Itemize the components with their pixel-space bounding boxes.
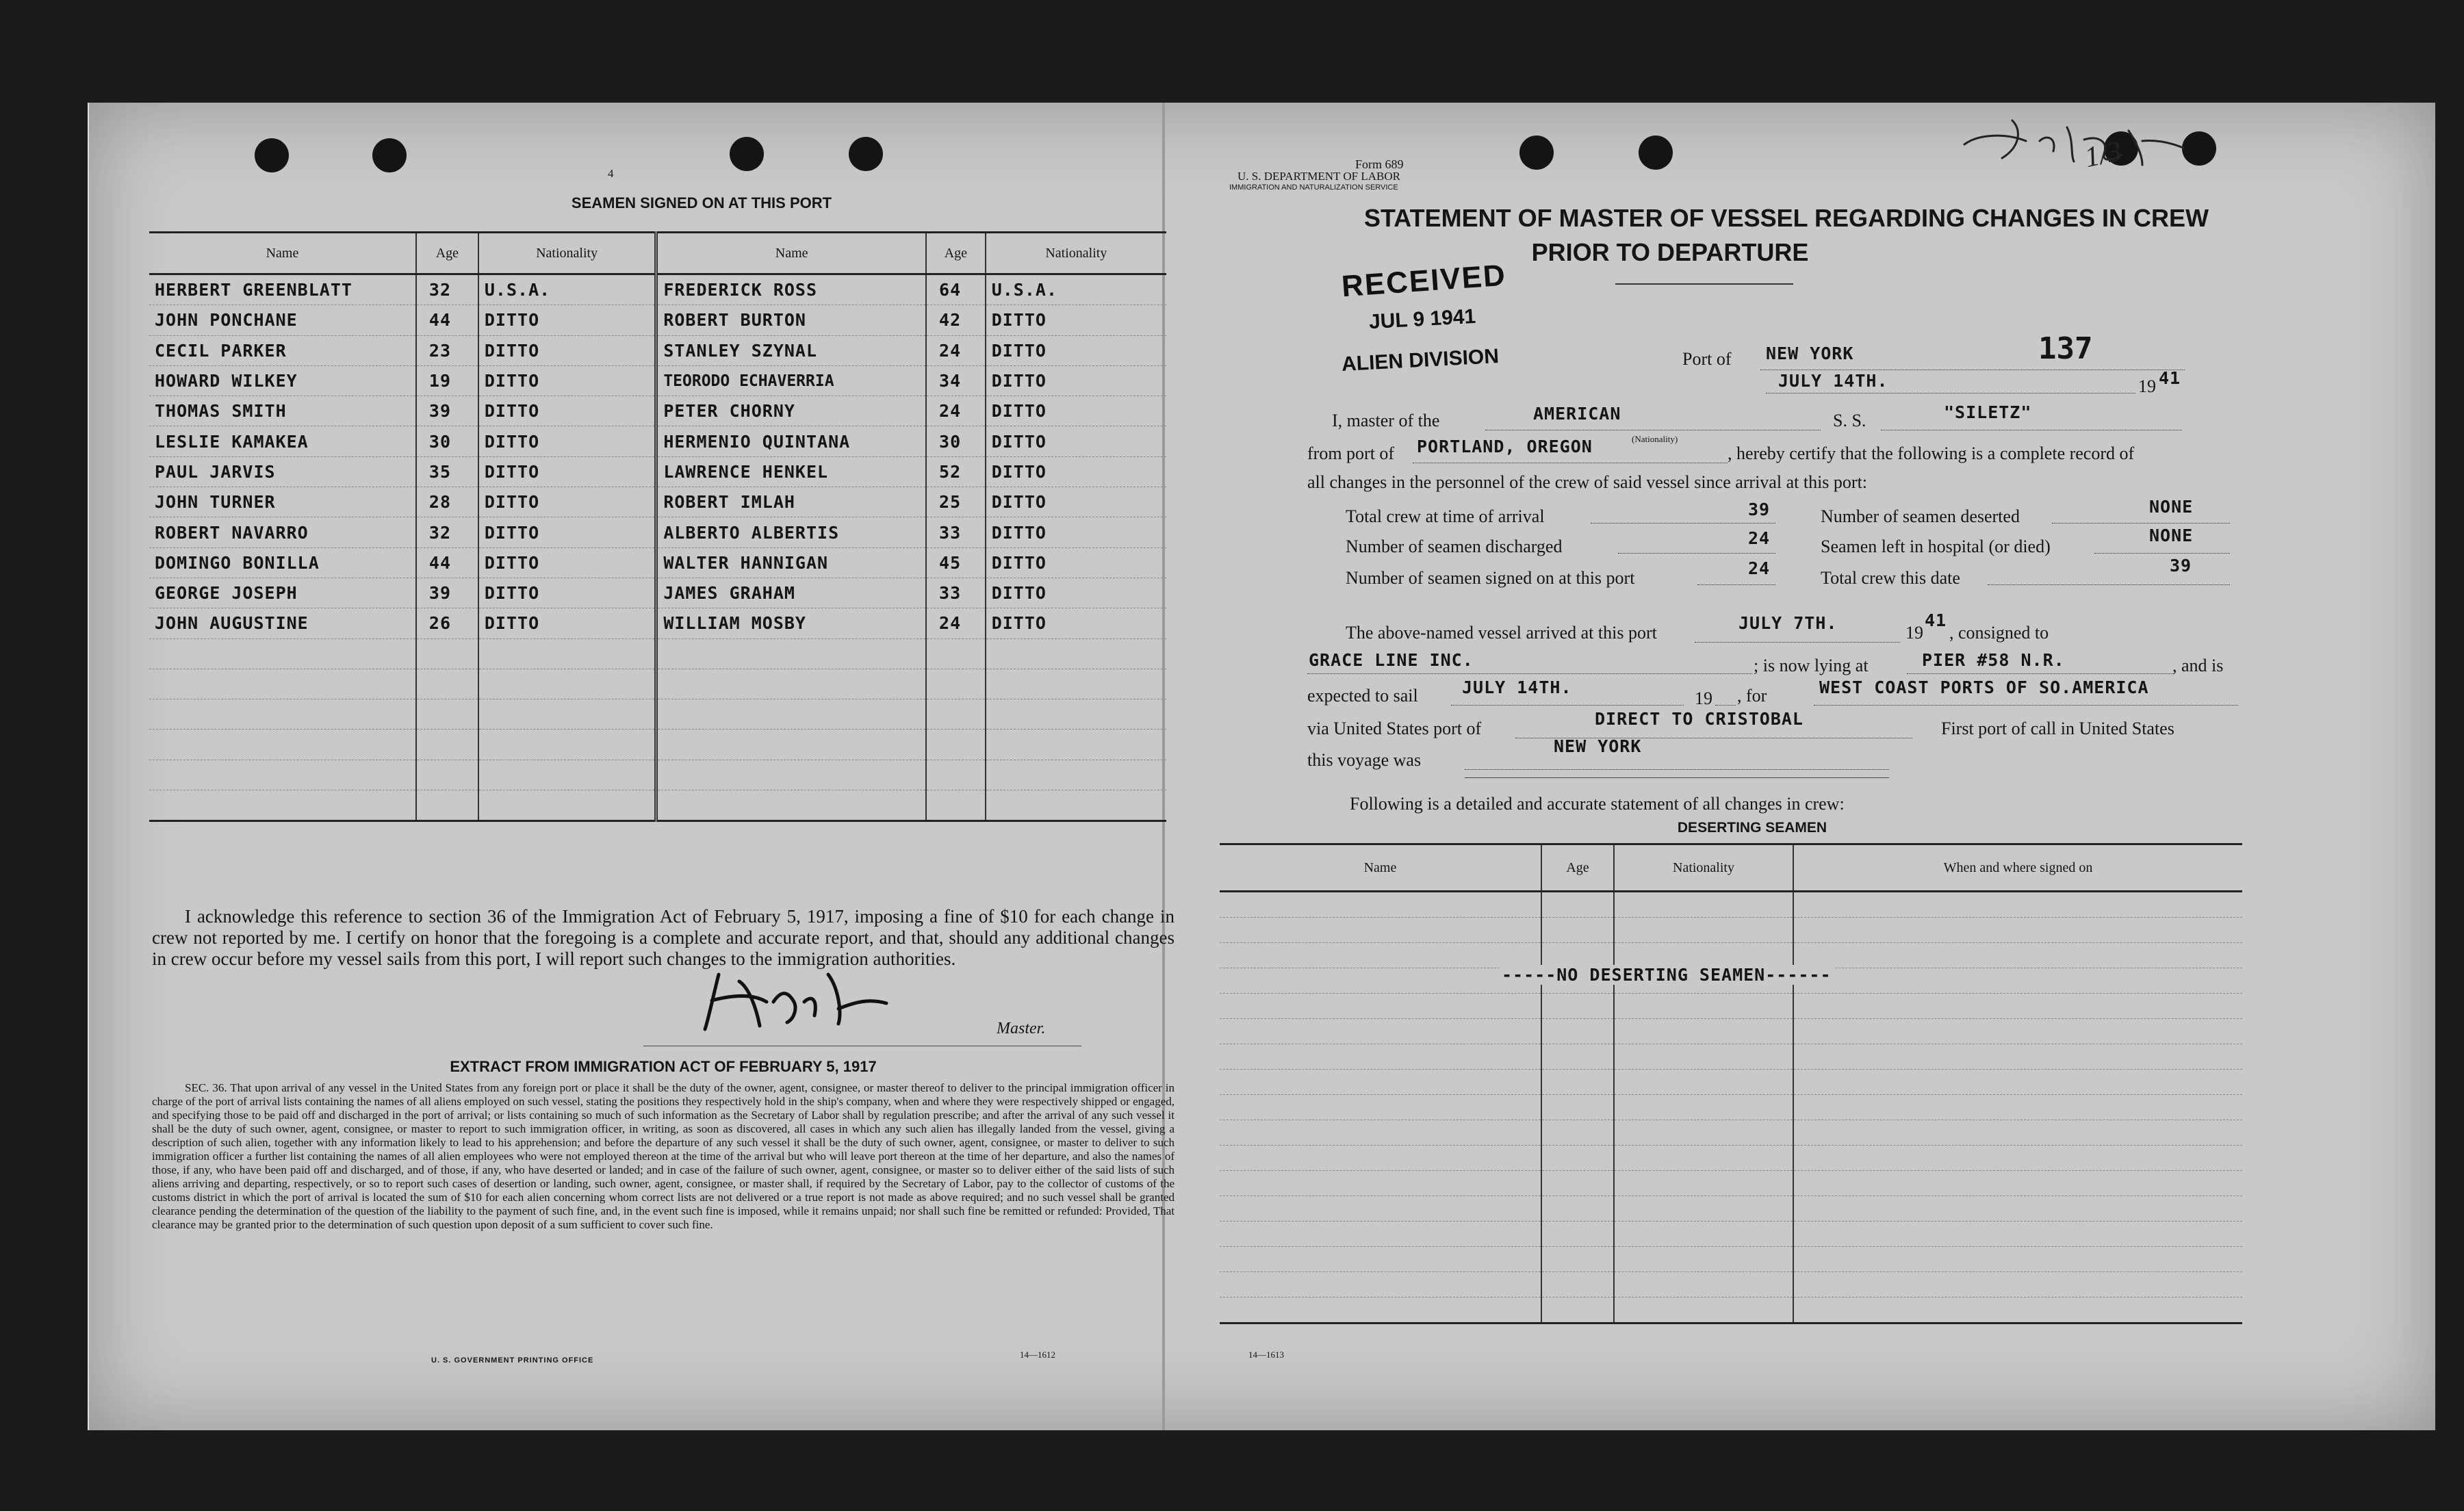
consignee-fill-line [1307,673,1752,674]
from-port-label: from port of [1307,443,1395,463]
for-label: , for [1737,686,1767,706]
crew-age: 64 [926,274,986,305]
empty-row [1220,1044,2242,1070]
left-page-heading: SEAMEN SIGNED ON AT THIS PORT [571,194,832,211]
desert-col-when-where: When and where signed on [1793,844,2242,892]
col-age: Age [416,233,478,274]
sail-fill-line [1451,705,1684,706]
title-rule [1615,283,1793,285]
crew-age: 25 [926,487,986,517]
crew-nationality: DITTO [986,456,1166,487]
crew-age: 19 [416,365,478,396]
port-label: Port of [1682,349,1732,369]
crew-name: JAMES GRAHAM [656,578,926,608]
total-date-dots [1988,584,2230,585]
empty-row [1220,1272,2242,1297]
crew-age: 34 [926,365,986,396]
col-nationality-2: Nationality [986,233,1166,274]
total-arrival-value: 39 [1748,500,1771,519]
deserting-seamen-table [1220,843,2242,1324]
empty-row [1220,1146,2242,1171]
crew-age: 33 [926,578,986,608]
department: U. S. DEPARTMENT OF LABOR [1237,170,1400,183]
empty-row [1220,1196,2242,1222]
crew-name: JOHN AUGUSTINE [149,608,416,638]
table-row [1220,943,2242,968]
table-row [149,396,1166,426]
table-row [149,305,1166,335]
crew-nationality: DITTO [478,517,656,547]
table-row [149,426,1166,456]
received-stamp-division: ALIEN DIVISION [1341,345,1500,376]
date-value: JULY 14TH. [1778,371,1888,391]
extract-text: SEC. 36. That upon arrival of any vessel in the United States from any foreign port or place it shall be the duty of the owner, agent, consignee, or master thereof to deliver to the principal immigration officer in charge of the port of arrival lists containing the names of all aliens employed on such vessel, stating the positions they respectively hold in the ship's company, when and where they were respectively shipped or engaged, and specifying those to be paid off and discharged in the port of arrival; or lists containing so much of such information as the Secretary of Labor shall by regulation prescribe; and after the arrival of any such vessel it shall be the duty of such owner, agent, consignee, or master to report to such immigration officer, in writing, as soon as discovered, all cases in which any such alien has illegally landed from the vessel, giving a description of such alien, together with any information likely to lead to his apprehension; and before the departure of any such vessel it shall be the duty of such owner, agent, consignee, or master to deliver to such immigration officer a further list containing the names of all alien employees who were not employed thereon at the time of the arrival but who will leave port thereon at the time of her departure, and also the names of those, if any, who have been paid off and discharged, and of those, if any, who have deserted or landed; and in case of the failure of such owner, agent, consignee, or master so to deliver either of the said lists of such aliens arriving and departing, respectively, or so to report such cases of desertion or landing, such owner, agent, consignee, or master shall, if required by the Secretary of Labor, pay to the collector of customs of the customs district in which the port of arrival is located the sum of $10 for each alien concerning whom correct lists are not delivered or a true report is not made as above required; and no such vessel shall be granted clearance pending the determination of the question of the liability to the payment of such fine, and, in the event such fine is imposed, while it remains unpaid; nor shall such fine be remitted or refunded: Provided, That clearance may be granted prior to the determination of such question upon deposit of a sum sufficient to cover such fine. [152,1081,1175,1231]
crew-age: 39 [416,578,478,608]
crew-name: GEORGE JOSEPH [149,578,416,608]
master-of-label: I, master of the [1332,411,1440,430]
crew-age: 39 [416,396,478,426]
master-signature [691,961,897,1036]
table-row [149,365,1166,396]
sail-year-prefix: 19 [1695,688,1712,708]
crew-name: FREDERICK ROSS [656,274,926,305]
punch-hole [1639,135,1673,170]
crew-nationality: DITTO [478,547,656,578]
document-sheet [88,103,2435,1430]
deserted-dots [2052,523,2230,524]
crew-age: 23 [416,335,478,365]
crew-nationality: DITTO [986,487,1166,517]
col-nationality: Nationality [478,233,656,274]
acknowledgment-text: I acknowledge this reference to section 36 of the Immigration Act of February 5, 1917, imposing a fine of $10 for each change in crew not reported by me. I certify on honor that the foregoing is a complete and accurate report, and that, should any additional changes in crew occur before my vessel sails from this port, I will report such changes to the immigration authorities. [152,906,1175,969]
discharged-label: Number of seamen discharged [1346,537,1563,556]
crew-age: 42 [926,305,986,335]
crew-nationality: DITTO [478,487,656,517]
deserting-heading: DESERTING SEAMEN [1677,820,1827,836]
voyage-rule [1465,777,1889,778]
ship-name-value: "SILETZ" [1944,402,2032,422]
seamen-signed-on-table [149,231,1166,822]
punch-hole [255,138,289,172]
empty-row [149,760,1166,790]
deserted-value: NONE [2149,497,2194,517]
received-stamp: RECEIVED [1340,258,1508,304]
crew-age: 26 [416,608,478,638]
crew-name: WALTER HANNIGAN [656,547,926,578]
certify-text: , hereby certify that the following is a complete record of [1728,443,2135,463]
desert-col-age: Age [1541,844,1614,892]
page-number: 4 [608,167,614,180]
empty-row [149,638,1166,669]
table-row [149,547,1166,578]
sail-year-line [1715,705,1736,706]
crew-age: 32 [416,517,478,547]
via-value: DIRECT TO CRISTOBAL [1595,709,1804,729]
crew-name: DOMINGO BONILLA [149,547,416,578]
left-form-code: 14—1612 [1020,1349,1055,1360]
crew-age: 24 [926,396,986,426]
form-number: Form 689 [1355,157,1404,171]
table-row [149,335,1166,365]
voyage-fill-line [1465,769,1889,770]
total-date-label: Total crew this date [1821,568,1960,588]
arrived-value: JULY 7TH. [1738,613,1838,633]
arrived-year-value: 41 [1925,610,1947,630]
empty-row [1220,1070,2242,1095]
empty-row [1220,1222,2242,1247]
crew-nationality: DITTO [986,396,1166,426]
via-label: via United States port of [1307,719,1482,738]
empty-row [1220,1019,2242,1044]
col-age-2: Age [926,233,986,274]
crew-nationality: U.S.A. [986,274,1166,305]
crew-name: HERMENIO QUINTANA [656,426,926,456]
following-text: Following is a detailed and accurate statement of all changes in crew: [1350,794,1845,814]
table-row [149,578,1166,608]
no-deserting-note: -----NO DESERTING SEAMEN------ [1499,965,1834,985]
crew-name: TEORODO ECHAVERRIA [656,365,926,396]
crew-age: 32 [416,274,478,305]
right-form-code: 14—1613 [1248,1349,1284,1360]
arrived-fill-line [1695,642,1900,643]
hospital-label: Seamen left in hospital (or died) [1821,537,2051,556]
empty-row [1220,1171,2242,1196]
master-label: Master. [997,1020,1046,1037]
crew-nationality: DITTO [986,547,1166,578]
desert-col-name: Name [1220,844,1541,892]
crew-nationality: DITTO [986,335,1166,365]
extract-title: EXTRACT FROM IMMIGRATION ACT OF FEBRUARY 5, 1917 [450,1058,877,1075]
lying-label: ; is now lying at [1754,656,1869,675]
voyage-value: NEW YORK [1554,736,1642,756]
empty-row [1220,1297,2242,1323]
handwritten-number: 1/3 [2081,135,2125,175]
crew-nationality: DITTO [986,608,1166,638]
crew-name: THOMAS SMITH [149,396,416,426]
crew-name: PAUL JARVIS [149,456,416,487]
consigned-label: , consigned to [1949,623,2049,643]
signed-value: 24 [1748,558,1771,578]
table-row [149,456,1166,487]
sail-value: JULY 14TH. [1462,677,1572,697]
from-port-value: PORTLAND, OREGON [1417,437,1593,456]
service: IMMIGRATION AND NATURALIZATION SERVICE [1229,183,1398,192]
nationality-caption: (Nationality) [1632,434,1678,444]
empty-row [149,669,1166,699]
title-line-2: PRIOR TO DEPARTURE [1531,238,1809,266]
deserting-rows [1220,892,2242,1323]
crew-age: 44 [416,547,478,578]
ss-label: S. S. [1833,411,1866,430]
col-name-2: Name [656,233,926,274]
received-stamp-date: JUL 9 1941 [1368,305,1476,334]
crew-name: STANLEY SZYNAL [656,335,926,365]
destination-fill-line [1814,705,2238,706]
crew-name: ROBERT IMLAH [656,487,926,517]
crew-age: 52 [926,456,986,487]
signed-label: Number of seamen signed on at this port [1346,568,1635,588]
crew-nationality: DITTO [478,305,656,335]
empty-row [149,699,1166,729]
crew-name: HOWARD WILKEY [149,365,416,396]
punch-hole [730,137,764,171]
signed-dots [1697,584,1775,585]
total-arrival-dots [1591,523,1775,524]
hospital-value: NONE [2149,526,2194,545]
total-date-value: 39 [2170,556,2192,576]
destination-value: WEST COAST PORTS OF SO.AMERICA [1819,677,2149,697]
crew-age: 28 [416,487,478,517]
crew-nationality: DITTO [478,365,656,396]
crew-name: ROBERT BURTON [656,305,926,335]
crew-nationality: DITTO [986,365,1166,396]
crew-nationality: DITTO [986,426,1166,456]
table-row [149,608,1166,638]
crew-age: 45 [926,547,986,578]
voyage-label: this voyage was [1307,750,1422,770]
crew-age: 24 [926,608,986,638]
crew-name: CECIL PARKER [149,335,416,365]
empty-row [1220,1247,2242,1272]
year-value: 41 [2159,368,2181,388]
crew-name: ROBERT NAVARRO [149,517,416,547]
changes-text: all changes in the personnel of the crew of said vessel since arrival at this port: [1307,472,1868,492]
crew-nationality: U.S.A. [478,274,656,305]
and-is-label: , and is [2172,656,2224,675]
punch-hole [372,138,407,172]
crew-nationality: DITTO [478,396,656,426]
title-line-1: STATEMENT OF MASTER OF VESSEL REGARDING CHANGES IN CREW [1363,204,2209,232]
printing-office: U. S. GOVERNMENT PRINTING OFFICE [431,1356,594,1365]
deserted-label: Number of seamen deserted [1821,506,2020,526]
col-name: Name [149,233,416,274]
crew-nationality: DITTO [986,517,1166,547]
arrived-label: The above-named vessel arrived at this port [1346,623,1657,643]
crew-name: JOHN TURNER [149,487,416,517]
port-value: NEW YORK [1766,344,1854,363]
crew-name: LAWRENCE HENKEL [656,456,926,487]
crew-name: JOHN PONCHANE [149,305,416,335]
crew-age: 30 [416,426,478,456]
empty-row [1220,918,2242,943]
sheet-number: 137 [2038,331,2093,366]
table-row [149,517,1166,547]
first-port-label: First port of call in United States [1941,719,2174,738]
crew-name: WILLIAM MOSBY [656,608,926,638]
crew-age: 30 [926,426,986,456]
expected-label: expected to sail [1307,686,1418,706]
empty-row [1220,892,2242,918]
pier-fill-line [1907,673,2174,674]
table-row [149,274,1166,305]
pier-value: PIER #58 N.R. [1922,650,2065,670]
crew-name: LESLIE KAMAKEA [149,426,416,456]
crew-nationality: DITTO [478,456,656,487]
empty-row [1220,994,2242,1019]
hospital-dots [2094,553,2230,554]
crew-name: HERBERT GREENBLATT [149,274,416,305]
crew-nationality: DITTO [478,608,656,638]
punch-hole [849,137,883,171]
table-row [149,487,1166,517]
crew-nationality: DITTO [478,578,656,608]
crew-name: ALBERTO ALBERTIS [656,517,926,547]
discharged-dots [1618,553,1775,554]
crew-nationality: DITTO [478,335,656,365]
empty-row [149,729,1166,760]
crew-age: 24 [926,335,986,365]
crew-nationality: DITTO [986,305,1166,335]
punch-hole [1519,135,1554,170]
crew-age: 33 [926,517,986,547]
crew-age: 44 [416,305,478,335]
empty-row [1220,1120,2242,1146]
desert-col-nationality: Nationality [1614,844,1793,892]
empty-row [149,790,1166,821]
nationality-value: AMERICAN [1533,404,1621,424]
crew-nationality: DITTO [478,426,656,456]
crew-rows [149,274,1166,821]
year-prefix: 19 [2138,376,2156,396]
arrived-year-prefix: 19 [1905,623,1923,643]
consignee-value: GRACE LINE INC. [1309,650,1474,670]
discharged-value: 24 [1748,528,1771,548]
empty-row [1220,1095,2242,1120]
crew-nationality: DITTO [986,578,1166,608]
crew-name: PETER CHORNY [656,396,926,426]
crew-age: 35 [416,456,478,487]
total-arrival-label: Total crew at time of arrival [1346,506,1545,526]
